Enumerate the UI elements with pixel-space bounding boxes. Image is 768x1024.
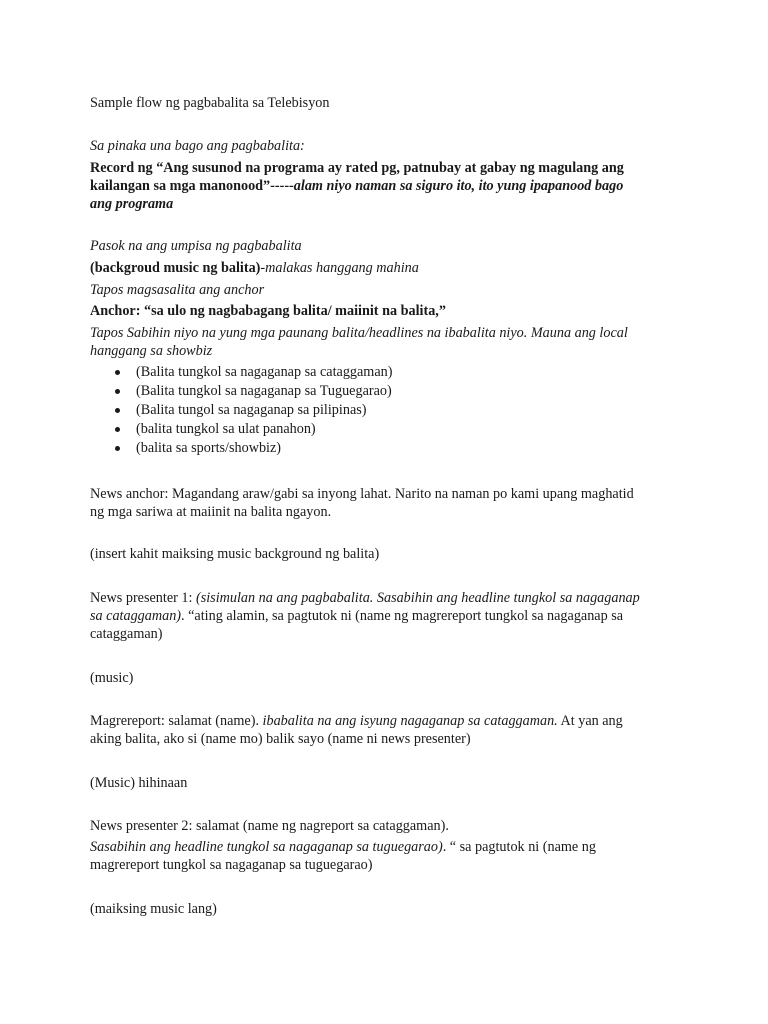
- anchor-intro: Tapos magsasalita ang anchor: [90, 282, 265, 298]
- record-line-2: [90, 177, 623, 195]
- background-music-line: [90, 259, 419, 277]
- start-heading: Pasok na ang umpisa ng pagbabalita: [90, 238, 302, 254]
- presenter2-speech: . “ sa pagtutok ni (name ng: [442, 839, 596, 855]
- record-line-3: ang programa: [90, 196, 174, 212]
- presenter1-instruction: (sisimulan na ang pagbabalita. Sasabihin ang headline tungkol sa nagaganap: [195, 590, 640, 606]
- presenter1-label: News presenter 1:: [90, 590, 196, 606]
- record-line-2-bold: kailangan sa mga manonood”-----: [90, 178, 294, 194]
- presenter1-instruction-end: sa cataggaman): [90, 608, 182, 624]
- presenter1-line-3: cataggaman): [90, 626, 163, 642]
- intro-heading: Sa pinaka una bago ang pagbabalita:: [90, 138, 305, 154]
- bullet-icon: [115, 389, 120, 394]
- bullet-icon: [115, 446, 120, 451]
- magrereport-instruction: ibabalita na ang isyung nagaganap sa cataggaman.: [262, 713, 558, 729]
- magrereport-greeting: Magrereport: salamat (name).: [90, 713, 263, 729]
- presenter2-line-3: magrereport tungkol sa nagaganap sa tuguegarao): [90, 857, 373, 873]
- music-cue-1: (music): [90, 670, 134, 686]
- headlines-line-1: Tapos Sabihin niyo na yung mga paunang balita/headlines na ibabalita niyo. Mauna ang local: [90, 325, 628, 341]
- anchor-line: Anchor: “sa ulo ng nagbabagang balita/ maiinit na balita,”: [90, 303, 446, 319]
- bullet-icon: [115, 370, 120, 375]
- magrereport-closing-start: At yan ang: [557, 713, 623, 729]
- anchor-greeting-line-2: ng mga sariwa at maiinit na balita ngayon.: [90, 504, 332, 520]
- record-line-2-bolditalic: alam niyo naman sa siguro ito, ito yung ipapanood bago: [293, 178, 624, 194]
- document-title: Sample flow ng pagbabalita sa Telebisyon: [90, 95, 330, 111]
- background-music-label: (backgroud music ng balita): [90, 260, 261, 276]
- list-item: (balita sa sports/showbiz): [90, 439, 392, 458]
- magrereport-line-1: [90, 712, 623, 730]
- music-cue-3: (maiksing music lang): [90, 901, 217, 917]
- list-item: (Balita tungkol sa nagaganap sa Tuguegarao): [90, 382, 392, 401]
- presenter1-line-2: [90, 607, 623, 625]
- headlines-line-2: hanggang sa showbiz: [90, 343, 213, 359]
- presenter1-speech: . “ating alamin, sa pagtutok ni (name ng magrereport tungkol sa nagaganap sa: [181, 608, 624, 624]
- insert-music-note: (insert kahit maiksing music background ng balita): [90, 546, 380, 562]
- music-cue-2: (Music) hihinaan: [90, 775, 188, 791]
- bullet-icon: [115, 408, 120, 413]
- presenter2-instruction: Sasabihin ang headline tungkol sa nagaganap sa tuguegarao): [90, 839, 443, 855]
- presenter2-line-1: News presenter 2: salamat (name ng nagreport sa cataggaman).: [90, 818, 449, 834]
- list-item: (Balita tungol sa nagaganap sa pilipinas): [90, 401, 392, 420]
- list-item: (balita tungkol sa ulat panahon): [90, 420, 392, 439]
- presenter2-line-2: [90, 838, 596, 856]
- record-line-1: Record ng “Ang susunod na programa ay rated pg, patnubay at gabay ng magulang ang: [90, 160, 624, 176]
- anchor-greeting-line-1: News anchor: Magandang araw/gabi sa inyong lahat. Narito na naman po kami upang maghatid: [90, 486, 634, 502]
- background-music-note: -malakas hanggang mahina: [260, 260, 419, 276]
- list-item: (Balita tungkol sa nagaganap sa cataggaman): [90, 363, 392, 382]
- magrereport-line-2: aking balita, ako si (name mo) balik sayo (name ni news presenter): [90, 731, 471, 747]
- headline-bullet-list: [90, 363, 392, 458]
- presenter1-line-1: [90, 589, 640, 607]
- bullet-icon: [115, 427, 120, 432]
